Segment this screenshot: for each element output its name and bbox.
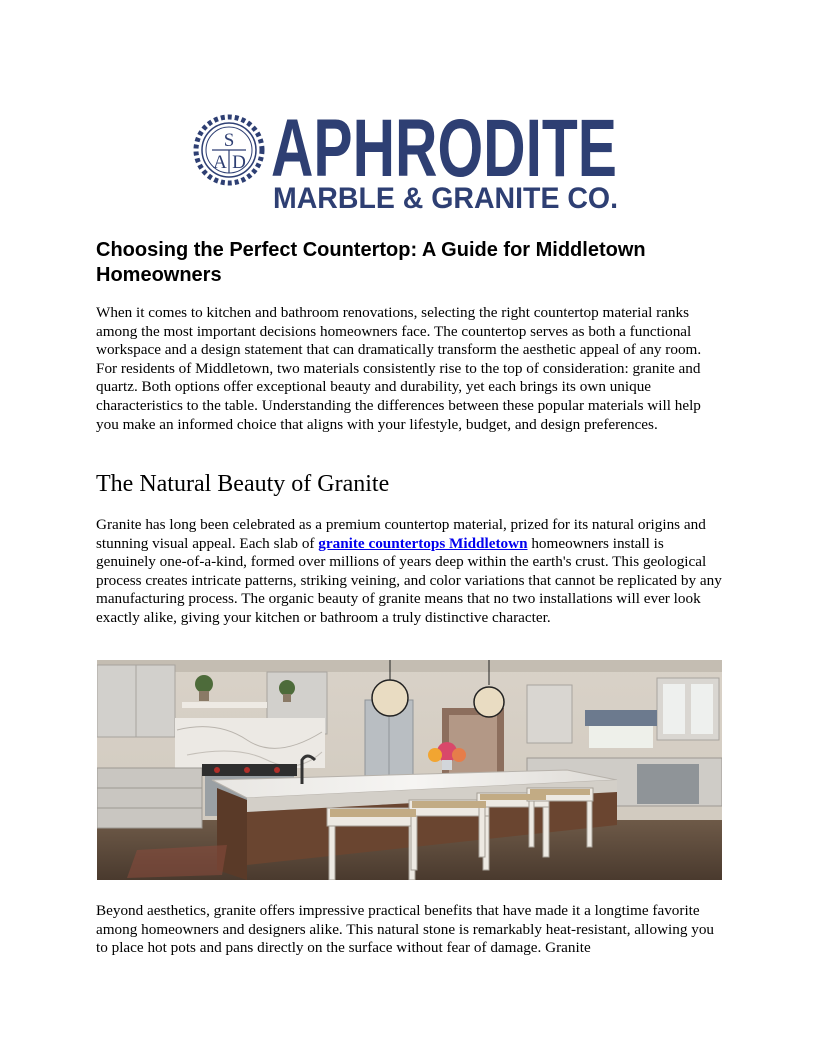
granite-paragraph <box>96 516 722 628</box>
emblem-letter-d: D <box>232 152 246 173</box>
granite-countertops-link[interactable]: granite countertops Middletown <box>318 534 528 552</box>
article-title: Choosing the Perfect Countertop: A Guide for Middletown Homeowners <box>96 239 646 286</box>
kitchen-photo <box>97 660 722 880</box>
brand-name: APHRODITE <box>271 103 617 194</box>
greek-key-emblem-icon <box>196 117 262 183</box>
granite-paragraph-end: homeowners install is genuinely one-of-a-kind, formed over millions of years deep within the earth's crust. This geological process creates intricate patterns, striking veining, and color variations that cannot be replicated by any manufacturing process. The organic beauty of granite means that no two installations will ever look exactly alike, giving your kitchen or bathroom a truly distinctive character. <box>96 534 722 626</box>
granite-benefits-paragraph: Beyond aesthetics, granite offers impressive practical benefits that have made it a longtime favorite among homeowners and designers alike. This natural stone is remarkably heat-resistant, allowing you to place hot pots and pans directly on the surface without fear of damage. Granite <box>96 902 715 957</box>
company-logo <box>193 100 623 212</box>
emblem-letter-s: S <box>223 130 235 151</box>
granite-paragraph-start: Granite has long been celebrated as a premium countertop material, prized for its natural origins and stunning visual appeal. Each slab of <box>96 516 706 552</box>
brand-tagline: MARBLE & GRANITE CO. <box>273 182 618 212</box>
section-heading: The Natural Beauty of Granite <box>96 471 390 497</box>
emblem-letter-a: A <box>213 152 227 173</box>
intro-paragraph: When it comes to kitchen and bathroom renovations, selecting the right countertop material ranks among the most important decisions homeowners face. The countertop serves as both a functional workspace and a design statement that can dramatically transform the aesthetic appeal of any room. For residents of Middletown, two materials consistently rise to the top of consideration: granite and quartz. Both options offer exceptional beauty and durability, yet each brings its own unique characteristics to the table. Understanding the differences between these popular materials will help you make an informed choice that aligns with your lifestyle, budget, and design preferences. <box>96 304 702 433</box>
